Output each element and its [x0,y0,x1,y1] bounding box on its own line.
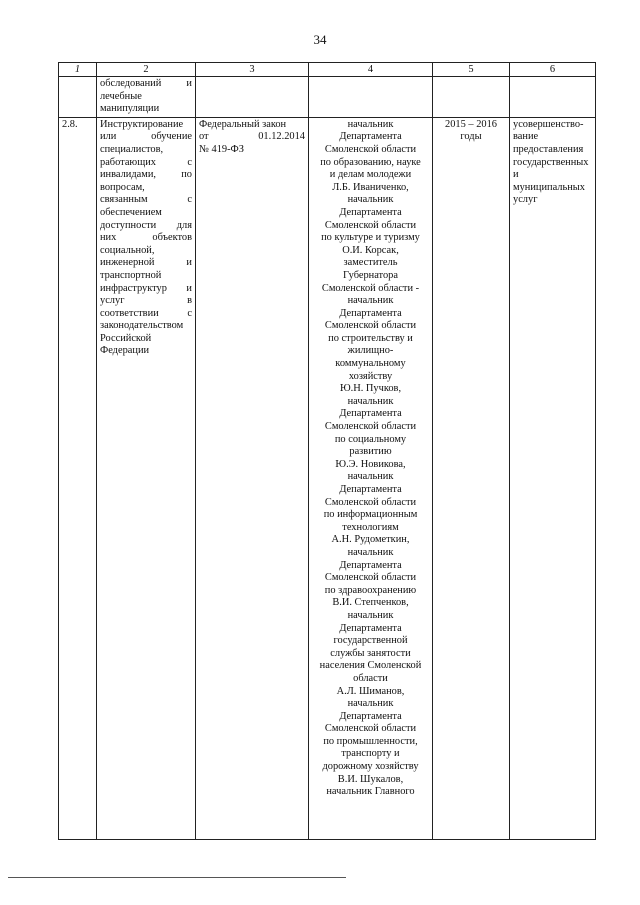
cell-continuation-1 [59,77,97,118]
text-line: В.И. Шукалов, [337,773,404,785]
column-header-2: 2 [97,63,196,77]
text-line: и [513,169,519,181]
text-line: предоставления [513,143,584,155]
column-header-1: 1 [59,63,97,77]
text-line: лечебные [100,90,142,102]
text-line: по информационным [323,509,418,521]
text-line: жилищно- [347,345,394,357]
cell-continuation-4 [309,77,433,118]
text-line: инженерной и [100,257,192,269]
text-line: годы [460,131,482,143]
table-row [59,117,596,839]
text-line: связанным с [100,194,192,206]
text-line: Смоленской области [324,723,417,735]
text-line: О.И. Корсак, [342,244,399,256]
text-line: начальник [347,295,394,307]
text-line: инфраструктур и [100,282,192,294]
text-line: по здравоохранению [324,584,417,596]
text-line: соответствии с [100,307,192,319]
text-line: № 419-ФЗ [199,143,244,155]
text-line: начальник [347,118,394,130]
text-line: по культуре и туризму [321,232,420,244]
text-line: Губернатора [343,269,398,281]
text-line: обследований и [100,78,192,89]
text-line: услуг [513,194,538,206]
text-line: Смоленской области [324,143,417,155]
text-line: законодательством [100,320,184,332]
text-line: транспорту и [341,748,400,760]
cell-continuation-6 [510,77,596,118]
column-header-5: 5 [433,63,510,77]
text-line: Л.Б. Иваниченко, [332,181,409,193]
text-line: начальник [347,194,394,206]
column-header-3: 3 [196,63,309,77]
text-line: обеспечением [100,206,162,218]
page-number: 34 [313,32,327,47]
column-header-6: 6 [510,63,596,77]
text-line: Ю.Э. Новикова, [335,458,406,470]
text-line: заместитель [343,257,398,269]
text-line: Департамента [339,710,402,722]
expected-result [510,117,596,839]
text-line: 2015 – 2016 [445,118,497,130]
legal-basis [196,117,309,839]
text-line: социальной, [100,244,155,256]
text-line: специалистов, [100,143,164,155]
text-line: услуг в [100,295,192,307]
cell-continuation-5 [433,77,510,118]
table-header-row [59,63,596,77]
text-line: Российской [100,332,152,344]
text-line: и делам молодежи [329,169,412,181]
text-line: усовершенство- [513,118,584,130]
text-line: Смоленской области - [321,282,420,294]
text-line: или обучение [100,131,192,143]
text-line: работающих с [100,156,192,168]
text-line: транспортной [100,269,162,281]
table-row-continuation [59,77,596,118]
text-line: государственных [513,156,589,168]
text-line: Смоленской области [324,572,417,584]
text-line: Смоленской области [324,320,417,332]
implementation-period [433,117,510,839]
text-line: Смоленской области [324,421,417,433]
text-line: муниципальных [513,181,585,193]
text-line: дорожному хозяйству [322,761,419,773]
measure-description [97,117,196,839]
text-line: государственной [333,635,408,647]
text-line: населения Смоленской [319,660,422,672]
text-line: В.И. Степченков, [332,597,409,609]
text-line: области [353,672,388,684]
cell-continuation-3 [196,77,309,118]
text-line: доступности для [100,219,192,231]
text-line: коммунальному [335,358,406,370]
text-line: начальник [347,609,394,621]
text-line: манипуляции [100,103,160,115]
text-line: начальник Главного [326,786,415,798]
text-line: Департамента [339,131,402,143]
text-line: по строительству и [328,332,413,344]
column-header-4: 4 [309,63,433,77]
text-line: инвалидами, по [100,169,192,181]
text-line: начальник [347,395,394,407]
text-line: Департамента [339,559,402,571]
row-number: 2.8. [59,117,97,839]
text-line: Департамента [339,206,402,218]
text-line: вопросам, [100,181,145,193]
text-line: развитию [349,446,392,458]
text-line: службы занятости [330,647,411,659]
text-line: по социальному [334,433,407,445]
text-line: технологиям [342,521,399,533]
text-line: Федеральный закон [199,118,287,130]
text-line: них объектов [100,232,192,244]
text-line: Смоленской области [324,496,417,508]
text-line: вание [513,131,539,143]
responsible-officials [309,117,433,839]
footer-divider [8,877,346,878]
text-line: А.Н. Рудометкин, [331,534,410,546]
text-line: А.Л. Шиманов, [336,685,405,697]
text-line: Департамента [339,484,402,495]
text-line: Инструктирование [100,118,184,130]
text-line: хозяйству [348,370,393,382]
text-line: Смоленской области [324,219,417,231]
text-line: Ю.Н. Пучков, [339,383,402,395]
text-line: Департамента [339,622,402,634]
text-line: начальник [347,471,394,483]
cell-continuation-2 [97,77,196,118]
text-line: начальник [347,546,394,558]
text-line: Департамента [339,307,402,319]
text-line: по образованию, науке [320,156,421,168]
text-line: по промышленности, [323,735,418,747]
measures-table [58,62,596,840]
text-line: от 01.12.2014 [199,131,305,143]
text-line: Федерации [100,345,150,357]
text-line: Департамента [339,408,402,420]
text-line: начальник [347,698,394,710]
